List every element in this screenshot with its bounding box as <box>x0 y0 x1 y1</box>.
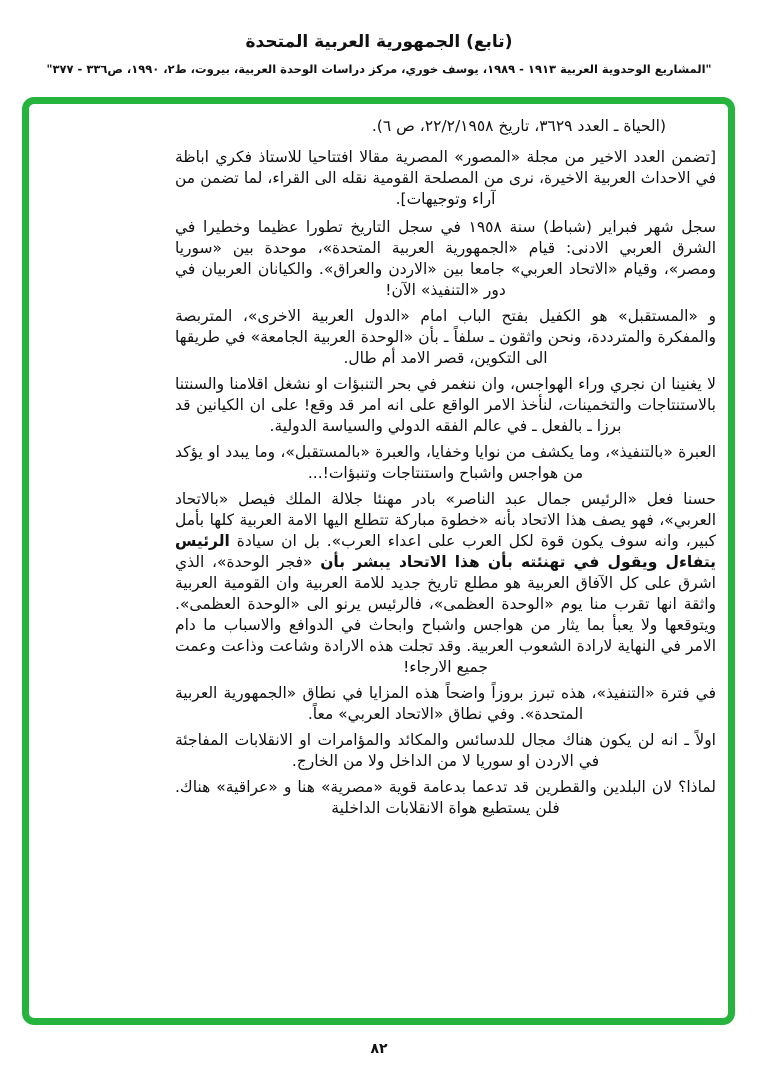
paragraph-text: العبرة «بالتنفيذ»، وما يكشف من نوايا وخفايا، والعبرة «بالمستقبل»، وما يبدد او يؤكد من هواجس واشباح واستنتاجات وتنبؤات!... <box>175 443 716 482</box>
paragraph <box>175 489 716 678</box>
source-citation-line: "المشاريع الوحدوية العربية ١٩١٣ - ١٩٨٩، يوسف خوري، مركز دراسات الوحدة العربية، بيروت، ط٢، ١٩٩٠، ص٣٣٦ - ٣٧٧" <box>46 62 712 76</box>
paragraph-text: [تضمن العدد الاخير من مجلة «المصور» المصرية مقالا افتتاحيا للاستاذ فكري اباظة في الاحداث العربية الاخيرة، نرى من المصلحة القومية نقله الى القراء، لما تضمن من آراء وتوجيهات]. <box>175 148 716 208</box>
paragraph-text: سجل شهر فبراير (شباط) سنة ١٩٥٨ في سجل التاريخ تطورا عظيما وخطيرا في الشرق العربي الادنى: قيام «الجمهورية العربية المتحدة»، موحدة بين «سوريا ومصر»، وقيام «الاتحاد العربي» جامعا بين «الاردن والعراق». والكيانان العربيان في دور «التنفيذ» الآن! <box>175 218 716 299</box>
paragraph <box>175 217 716 301</box>
article-body <box>29 104 728 819</box>
paragraph-text: و «المستقبل» هو الكفيل بفتح الباب امام «الدول العربية الاخرى»، المتربصة والمفكرة والمترددة، ونحن واثقون ـ سلفاً ـ بأن «الوحدة العربية الجامعة» في طريقها الى التكوين، قصر الامد أم طال. <box>175 307 716 367</box>
paragraph <box>175 730 716 772</box>
citation-line <box>175 116 716 137</box>
page-title: (تابع) الجمهورية العربية المتحدة <box>245 32 513 52</box>
paragraph-text: حسنا فعل «الرئيس جمال عبد الناصر» بادر مهنئا جلالة الملك فيصل «بالاتحاد العربي»، فهو يصف هذا الاتحاد بأنه «خطوة مباركة تتطلع اليها الامة العربية كلها بأمل كبير، وانه سوف يكون قوة لكل العرب على اعداء العرب». بل ان سيادة <box>175 490 716 550</box>
paragraph <box>175 683 716 725</box>
paragraph <box>175 442 716 484</box>
paragraph-text: لماذا؟ لان البلدين والقطرين قد تدعما بدعامة قوية «مصرية» هنا و «عراقية» هناك. فلن يستطيع هواة الانقلابات الداخلية <box>175 778 716 817</box>
paragraph-text: لا يغنينا ان نجري وراء الهواجس، وان ننغمر في بحر التنبؤات او نشغل اقلامنا والسنتنا بالاستنتاجات والتخمينات، لنأخذ الامر الواقع على انه امر قد وقع! على ان الكيانين قد برزا ـ بالفعل ـ في عالم الفقه الدولي والسياسة الدولية. <box>175 375 716 435</box>
paragraph-text: «فجر الوحدة»، الذي اشرق على كل الآفاق العربية هو مطلع تاريخ جديد للامة العربية وان القومية العربية واثقة انها تقرب منا يوم «الوحدة العظمى»، فالرئيس يرنو الى «الوحدة العظمى». ويتوقعها ولا يعبأ بما يثار من هواجس واشباح وابحاث في الدوافع والاسباب ما دام الامر في النهاية لارادة الشعوب العربية. وقد تجلت هذه الارادة وشاعت وذاعت وعمت جميع الارجاء! <box>175 553 716 676</box>
paragraph-text: في فترة «التنفيذ»، هذه تبرز بروزاً واضحاً هذه المزايا في نطاق «الجمهورية العربية المتحدة». وفي نطاق «الاتحاد العربي» معاً. <box>175 684 716 723</box>
paragraph <box>175 374 716 437</box>
editor-note <box>175 147 716 210</box>
paragraph-text: اولاً ـ انه لن يكون هناك مجال للدسائس والمكائد والمؤامرات او الانقلابات المفاجئة في الاردن او سوريا لا من الداخل ولا من الخارج. <box>175 731 716 770</box>
paragraph-text: (الحياة ـ العدد ٣٦٢٩، تاريخ ٢٢/٢/١٩٥٨، ص ٦). <box>371 117 666 135</box>
content-frame <box>22 97 735 1025</box>
emphasized-text: الرئيس يتفاءل ويقول في تهنئته بأن هذا الاتحاد يبشر بأن <box>175 532 716 571</box>
page-number: ٨٢ <box>370 1041 388 1057</box>
paragraph <box>175 306 716 369</box>
page-header <box>0 0 758 76</box>
paragraph <box>175 777 716 819</box>
